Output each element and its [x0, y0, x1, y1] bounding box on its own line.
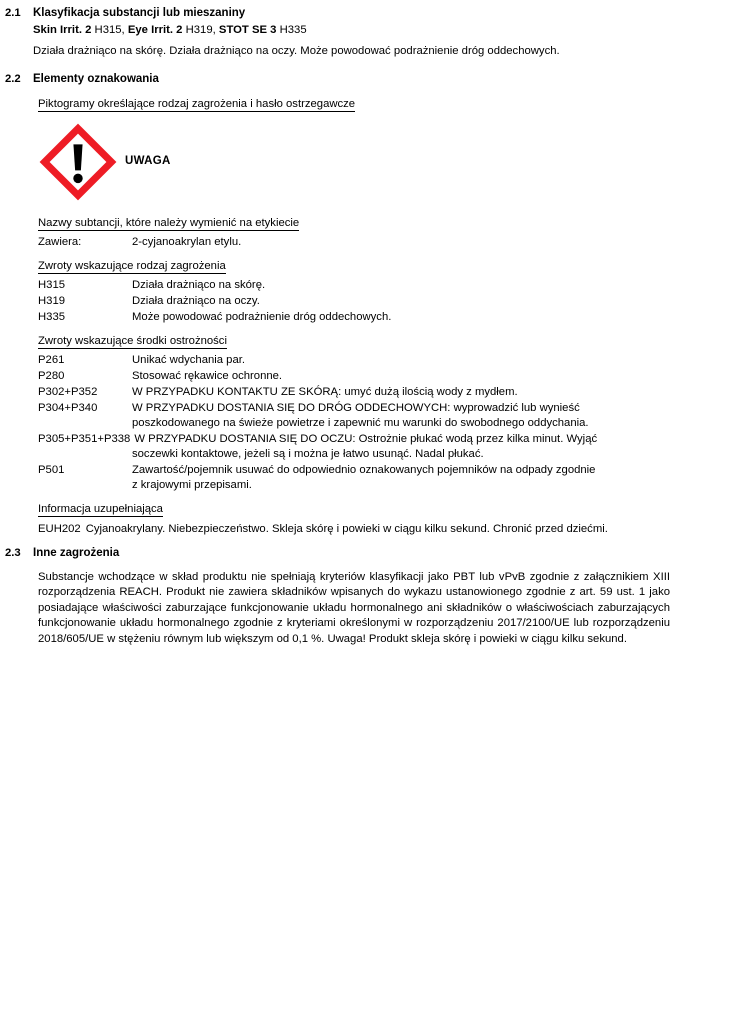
contains-row	[38, 235, 638, 250]
precautionary-code: P305+P351+P338	[38, 433, 131, 446]
section-2-1-body	[33, 6, 730, 59]
hazard-statements-heading-wrap	[38, 259, 638, 274]
hazard-statements-heading: Zwroty wskazujące rodzaj zagrożenia	[38, 259, 226, 274]
hazard-statement-code: H335	[38, 310, 66, 323]
precautionary-statement-row	[38, 385, 638, 400]
hazard-statement-code: H319	[38, 294, 66, 307]
hazard-code-2: H319	[185, 24, 213, 37]
signal-word: UWAGA	[125, 155, 171, 168]
precautionary-text: W PRZYPADKU DOSTANIA SIĘ DO OCZU: Ostrożnie płukać wodą przez kilka minut. Wyjąć	[134, 433, 598, 446]
supplementary-row	[38, 522, 638, 537]
supplementary-code: EUH202	[38, 523, 81, 536]
section-2-2-body	[33, 72, 730, 87]
precautionary-code: P501	[38, 464, 65, 477]
substance-names-heading: Nazwy subtancji, które należy wymienić na etykiecie	[38, 216, 299, 231]
section-2-2-number: 2.2	[5, 73, 21, 86]
precautionary-code: P261	[38, 354, 65, 367]
precautionary-text: W PRZYPADKU KONTAKTU ZE SKÓRĄ: umyć dużą ilością wody z mydłem.	[132, 386, 518, 399]
pictogram-heading: Piktogramy określające rodzaj zagrożenia i hasło ostrzegawcze	[38, 97, 355, 112]
classification-separator-2: ,	[212, 24, 219, 37]
hazard-code-1: H315	[94, 24, 122, 37]
ghs07-exclamation-mark-icon	[38, 122, 118, 202]
pictogram-heading-wrap	[38, 97, 638, 112]
precautionary-statement-row	[38, 463, 638, 478]
section-2-1-title: Klasyfikacja substancji lub mieszaniny	[33, 7, 246, 19]
precautionary-statement-row	[38, 432, 638, 447]
spacer	[0, 250, 730, 259]
hazard-statement-text: Może powodować podrażnienie dróg oddechowych.	[132, 310, 392, 323]
classification-code-2: Eye Irrit. 2	[127, 24, 183, 37]
hazard-statement-row	[38, 294, 638, 309]
contains-label: Zawiera:	[38, 235, 82, 248]
hazard-statement-text: Działa drażniąco na oczy.	[132, 294, 260, 307]
spacer	[0, 562, 730, 570]
classification-separator-1: ,	[121, 24, 128, 37]
spacer	[0, 537, 730, 546]
spacer	[0, 203, 730, 216]
precautionary-text: W PRZYPADKU DOSTANIA SIĘ DO DRÓG ODDECHOWYCH: wyprowadzić lub wynieść	[132, 402, 580, 415]
supplementary-heading: Informacja uzupełniająca	[38, 502, 163, 517]
section-2-3-title: Inne zagrożenia	[33, 547, 120, 560]
precautionary-text-continuation: poszkodowanego na świeże powietrze i zapewnić mu warunki do swobodnego oddychania.	[132, 417, 589, 430]
section-2-3-paragraph: Substancje wchodzące w skład produktu nie spełniają kryteriów klasyfikacji jako PBT lub vPvB zgodnie z załącznikiem XIII rozporządzenia REACH. Produkt nie zawiera składników wpisanych do wykazu ustanowionego zgodnie z art. 59 ust. 1 jako posiadające właściwości zaburzające funkcjonowanie układu hormonalnego ani składników o właściwościach zaburzających funkcjonowanie układu hormonalnego zgodnie z kryteriami określonymi w rozporządzeniu 2017/2100/UE lub rozporządzeniu 2018/605/UE w stężeniu równym lub większym od 0,1 %. Uwaga! Produkt skleja skórę i powieki w ciągu kilku sekund.	[38, 570, 670, 645]
substance-names-heading-wrap	[38, 216, 638, 231]
precautionary-code: P280	[38, 370, 65, 383]
precautionary-statement-row	[38, 369, 638, 384]
precautionary-code: P304+P340	[38, 402, 98, 415]
contains-row-wrap	[38, 235, 638, 250]
precautionary-heading-wrap	[38, 334, 638, 349]
precautionary-text-continuation: z krajowymi przepisami.	[132, 479, 252, 492]
spacer	[0, 88, 730, 97]
classification-statement: Działa drażniąco na skórę. Działa drażniąco na oczy. Może powodować podrażnienie dróg oddechowych.	[33, 45, 560, 58]
pictogram-row	[38, 121, 730, 203]
classification-code-3: STOT SE 3	[218, 24, 277, 37]
hazard-statement-row	[38, 310, 638, 325]
precautionary-heading: Zwroty wskazujące środki ostrożności	[38, 334, 227, 349]
precautionary-text: Unikać wdychania par.	[132, 354, 246, 367]
classification-codes	[33, 23, 672, 38]
section-2-2-title: Elementy oznakowania	[33, 73, 159, 86]
classification-code-1: Skin Irrit. 2	[33, 24, 92, 37]
contains-value: 2-cyjanoakrylan etylu.	[132, 235, 242, 248]
spacer	[0, 493, 730, 502]
document-page	[0, 6, 730, 1014]
spacer	[0, 59, 730, 72]
section-2-1	[0, 6, 730, 59]
section-2-1-number: 2.1	[5, 7, 21, 19]
precautionary-text: Stosować rękawice ochronne.	[132, 370, 283, 383]
hazard-statement-text: Działa drażniąco na skórę.	[132, 278, 266, 291]
spacer	[0, 325, 730, 334]
precautionary-text-continuation: soczewki kontaktowe, jeżeli są i można je łatwo usunąć. Nadal płukać.	[132, 448, 484, 461]
hazard-code-3: H335	[279, 24, 307, 37]
section-2-3	[0, 546, 730, 561]
hazard-statement-row	[38, 278, 638, 293]
supplementary-text: Cyjanoakrylany. Niebezpieczeństwo. Skleja skórę i powieki w ciągu kilku sekund. Chronić przed dziećmi.	[85, 523, 608, 536]
hazard-statement-code: H315	[38, 278, 66, 291]
section-2-3-body	[33, 546, 730, 561]
section-2-3-number: 2.3	[5, 547, 21, 560]
precautionary-statements-list	[38, 353, 638, 493]
precautionary-text: Zawartość/pojemnik usuwać do odpowiednio oznakowanych pojemników na odpady zgodnie	[132, 464, 596, 477]
precautionary-statement-row	[38, 401, 638, 416]
spacer	[0, 112, 730, 121]
supplementary-heading-wrap	[38, 502, 638, 517]
precautionary-statement-row	[38, 353, 638, 368]
precautionary-code: P302+P352	[38, 386, 98, 399]
hazard-statements-list	[38, 278, 638, 325]
section-2-2	[0, 72, 730, 87]
